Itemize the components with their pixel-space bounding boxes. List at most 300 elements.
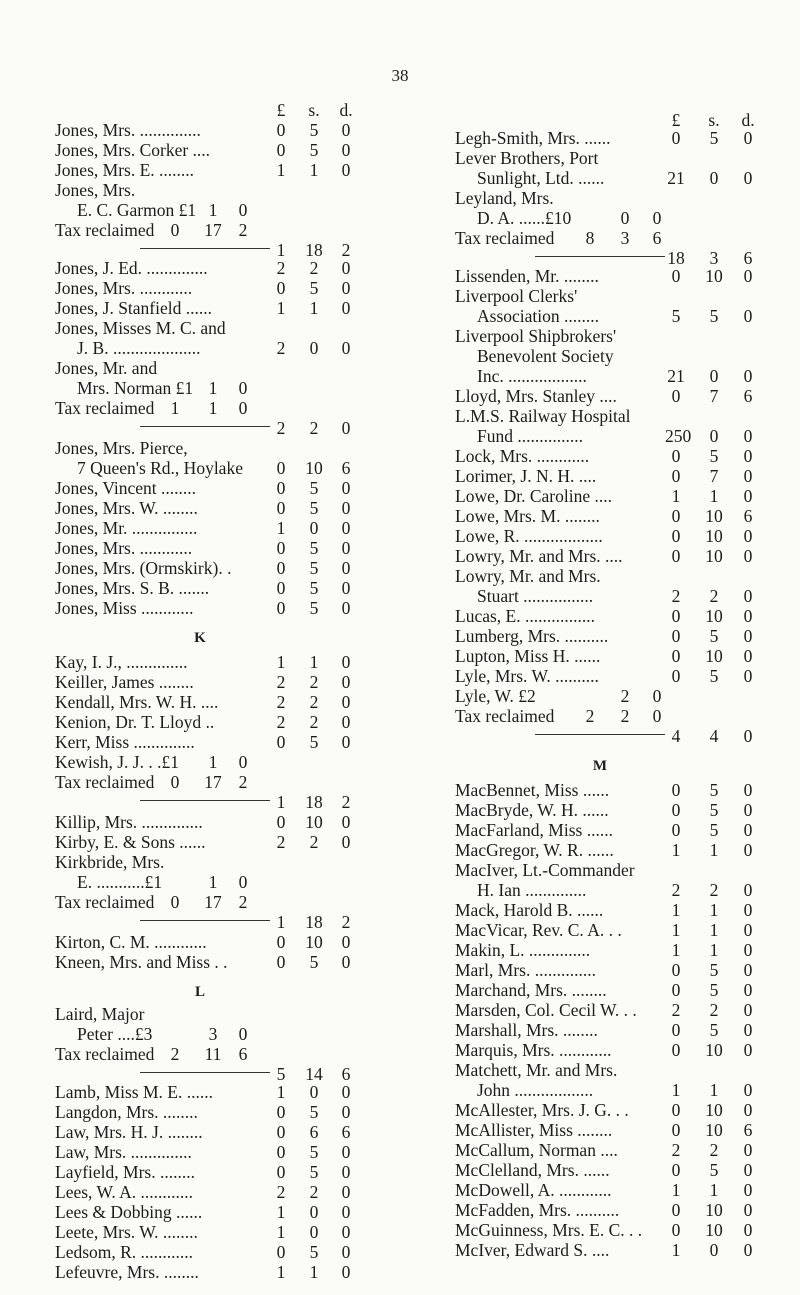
donor-name: MacVicar, Rev. C. A. . . <box>455 920 622 940</box>
amount-cell: 1 <box>709 486 719 506</box>
sub-amount-cell: 0 <box>238 200 248 220</box>
amount-cell: 0 <box>341 278 351 298</box>
amount-cell: 5 <box>309 140 319 160</box>
donor-name: Tax reclaimed <box>55 772 155 792</box>
amount-cell: 5 <box>309 478 319 498</box>
donor-name: Lissenden, Mr. ........ <box>455 266 599 286</box>
sub-amount-cell: 2 <box>238 772 248 792</box>
amount-cell: 0 <box>341 160 351 180</box>
donor-name: Tax reclaimed <box>55 220 155 240</box>
amount-cell: 0 <box>309 338 319 358</box>
amount-cell: 0 <box>671 386 681 406</box>
sub-amount-cell: 11 <box>204 1044 222 1064</box>
amount-cell: 0 <box>309 1222 319 1242</box>
donor-name: Jones, Mrs. (Ormskirk). . <box>55 558 232 578</box>
amount-cell: 7 <box>709 386 719 406</box>
amount-cell: 0 <box>743 626 753 646</box>
amount-cell: 2 <box>309 692 319 712</box>
amount-cell: 0 <box>671 800 681 820</box>
donor-name: Law, Mrs. .............. <box>55 1142 192 1162</box>
amount-cell: 5 <box>709 446 719 466</box>
amount-cell: 0 <box>341 1262 351 1282</box>
donor-name: MacIver, Lt.-Commander <box>455 860 635 880</box>
donor-name: Jones, Mrs. .............. <box>55 120 201 140</box>
donor-name: Makin, L. .............. <box>455 940 591 960</box>
amount-cell: 0 <box>276 558 286 578</box>
amount-cell: 1 <box>276 912 286 932</box>
sub-amount-cell: 0 <box>652 208 662 228</box>
amount-cell: 10 <box>705 506 723 526</box>
amount-cell: 2 <box>709 1140 719 1160</box>
amount-cell: 4 <box>671 726 681 746</box>
amount-cell: 5 <box>309 538 319 558</box>
sub-amount-cell: 0 <box>620 208 630 228</box>
amount-cell: 0 <box>341 672 351 692</box>
sub-amount-cell: 0 <box>652 706 662 726</box>
amount-cell: 0 <box>276 812 286 832</box>
amount-cell: 6 <box>341 1122 351 1142</box>
amount-cell: 0 <box>743 266 753 286</box>
amount-cell: 0 <box>341 1102 351 1122</box>
donor-name: Killip, Mrs. .............. <box>55 812 203 832</box>
donor-name: Jones, Mrs. Pierce, <box>55 438 188 458</box>
amount-cell: 0 <box>743 446 753 466</box>
amount-cell: 0 <box>341 298 351 318</box>
amount-cell: 1 <box>276 518 286 538</box>
amount-cell: 0 <box>743 980 753 1000</box>
amount-cell: 0 <box>743 486 753 506</box>
donor-name: Lees, W. A. ............ <box>55 1182 194 1202</box>
amount-cell: 0 <box>276 932 286 952</box>
donor-name: Jones, Mrs. ............ <box>55 538 193 558</box>
amount-cell: 0 <box>743 780 753 800</box>
amount-cell: 250 <box>665 426 692 446</box>
amount-cell: 0 <box>743 840 753 860</box>
amount-cell: 0 <box>671 1020 681 1040</box>
amount-cell: 0 <box>341 932 351 952</box>
amount-cell: 0 <box>709 1240 719 1260</box>
currency-header-cell: d. <box>339 100 353 120</box>
amount-cell: 10 <box>305 812 323 832</box>
sub-amount-cell: 1 <box>208 398 218 418</box>
amount-cell: 0 <box>743 1140 753 1160</box>
sub-amount-cell: 3 <box>620 228 630 248</box>
amount-cell: 5 <box>709 1160 719 1180</box>
amount-cell: 10 <box>705 606 723 626</box>
donor-name: Leete, Mrs. W. ........ <box>55 1222 198 1242</box>
amount-cell: 0 <box>309 518 319 538</box>
amount-cell: 2 <box>276 692 286 712</box>
amount-cell: 0 <box>709 168 719 188</box>
amount-cell: 10 <box>705 1040 723 1060</box>
amount-cell: 5 <box>709 666 719 686</box>
amount-cell: 1 <box>276 1262 286 1282</box>
amount-cell: 0 <box>276 1162 286 1182</box>
amount-cell: 6 <box>743 506 753 526</box>
amount-cell: 0 <box>671 646 681 666</box>
donor-name: Legh-Smith, Mrs. ...... <box>455 128 611 148</box>
amount-cell: 0 <box>671 1160 681 1180</box>
donor-name: Tax reclaimed <box>55 398 155 418</box>
amount-cell: 6 <box>341 1064 351 1084</box>
amount-cell: 2 <box>309 712 319 732</box>
sub-amount-cell: 2 <box>620 686 630 706</box>
amount-cell: 0 <box>276 578 286 598</box>
amount-cell: 1 <box>671 486 681 506</box>
amount-cell: 0 <box>671 1100 681 1120</box>
donor-name: Peter ....£3 <box>77 1024 153 1044</box>
amount-cell: 1 <box>709 900 719 920</box>
amount-cell: 5 <box>309 952 319 972</box>
amount-cell: 5 <box>309 1162 319 1182</box>
amount-cell: 5 <box>309 120 319 140</box>
amount-cell: 10 <box>705 1120 723 1140</box>
amount-cell: 21 <box>667 366 685 386</box>
donor-name: Kirkbride, Mrs. <box>55 852 165 872</box>
donor-name: Lupton, Miss H. ...... <box>455 646 601 666</box>
amount-cell: 5 <box>671 306 681 326</box>
amount-cell: 2 <box>276 712 286 732</box>
amount-cell: 0 <box>276 120 286 140</box>
amount-cell: 0 <box>743 366 753 386</box>
donor-name: Kneen, Mrs. and Miss . . <box>55 952 228 972</box>
donor-name: Jones, Mrs. S. B. ....... <box>55 578 210 598</box>
amount-cell: 0 <box>341 338 351 358</box>
donor-name: Matchett, Mr. and Mrs. <box>455 1060 618 1080</box>
subtotal-rule <box>535 256 665 257</box>
amount-cell: 0 <box>341 1182 351 1202</box>
page-number: 38 <box>391 66 409 85</box>
subtotal-rule <box>140 248 270 249</box>
amount-cell: 0 <box>671 980 681 1000</box>
amount-cell: 0 <box>341 518 351 538</box>
amount-cell: 1 <box>671 1080 681 1100</box>
amount-cell: 2 <box>309 832 319 852</box>
donor-name: Jones, Misses M. C. and <box>55 318 226 338</box>
amount-cell: 5 <box>276 1064 286 1084</box>
sub-amount-cell: 0 <box>238 752 248 772</box>
amount-cell: 0 <box>341 1162 351 1182</box>
amount-cell: 1 <box>276 240 286 260</box>
sub-amount-cell: 2 <box>620 706 630 726</box>
section-letter: K <box>194 630 206 646</box>
amount-cell: 1 <box>709 1180 719 1200</box>
section-letter: L <box>194 984 205 1000</box>
donor-name: Jones, J. Stanfield ...... <box>55 298 213 318</box>
donor-name: Keiller, James ........ <box>55 672 194 692</box>
donor-name: McClelland, Mrs. ...... <box>455 1160 610 1180</box>
amount-cell: 5 <box>709 626 719 646</box>
donor-name: McGuinness, Mrs. E. C. . . <box>455 1220 643 1240</box>
amount-cell: 0 <box>743 1020 753 1040</box>
amount-cell: 0 <box>743 800 753 820</box>
donor-name: Jones, Mrs. W. ........ <box>55 498 198 518</box>
donor-name: Lamb, Miss M. E. ...... <box>55 1082 213 1102</box>
amount-cell: 5 <box>309 732 319 752</box>
amount-cell: 2 <box>309 418 319 438</box>
donor-name: Lyle, Mrs. W. .......... <box>455 666 599 686</box>
amount-cell: 0 <box>341 478 351 498</box>
amount-cell: 10 <box>705 266 723 286</box>
donor-name: Lyle, W. £2 <box>455 686 536 706</box>
donor-name: Tax reclaimed <box>455 228 555 248</box>
amount-cell: 0 <box>341 1202 351 1222</box>
amount-cell: 0 <box>341 1142 351 1162</box>
donor-name: McAllister, Miss ........ <box>455 1120 613 1140</box>
donor-name: McCallum, Norman .... <box>455 1140 618 1160</box>
amount-cell: 2 <box>276 832 286 852</box>
donor-name: Marl, Mrs. .............. <box>455 960 596 980</box>
amount-cell: 0 <box>671 506 681 526</box>
donor-name: E. ...........£1 <box>77 872 163 892</box>
donor-name: MacBryde, W. H. ...... <box>455 800 609 820</box>
amount-cell: 0 <box>341 952 351 972</box>
amount-cell: 1 <box>671 900 681 920</box>
donor-name: Jones, J. Ed. .............. <box>55 258 208 278</box>
amount-cell: 0 <box>743 466 753 486</box>
amount-cell: 0 <box>671 626 681 646</box>
sub-amount-cell: 1 <box>208 752 218 772</box>
currency-header-cell: s. <box>308 100 320 120</box>
amount-cell: 0 <box>276 1102 286 1122</box>
donor-name: Jones, Mrs. Corker .... <box>55 140 211 160</box>
subtotal-rule <box>535 734 665 735</box>
amount-cell: 1 <box>709 840 719 860</box>
amount-cell: 0 <box>276 538 286 558</box>
amount-cell: 0 <box>276 498 286 518</box>
amount-cell: 0 <box>671 446 681 466</box>
sub-amount-cell: 0 <box>238 398 248 418</box>
amount-cell: 0 <box>341 1222 351 1242</box>
sub-amount-cell: 2 <box>238 220 248 240</box>
currency-header-cell: s. <box>708 110 720 130</box>
subtotal-rule <box>140 920 270 921</box>
amount-cell: 0 <box>276 732 286 752</box>
amount-cell: 10 <box>705 1100 723 1120</box>
amount-cell: 0 <box>309 1202 319 1222</box>
amount-cell: 0 <box>743 726 753 746</box>
donor-name: Jones, Mrs. E. ........ <box>55 160 195 180</box>
donor-name: Tax reclaimed <box>455 706 555 726</box>
amount-cell: 2 <box>309 258 319 278</box>
amount-cell: 1 <box>276 160 286 180</box>
amount-cell: 0 <box>671 820 681 840</box>
donor-name: Jones, Mrs. <box>55 180 136 200</box>
amount-cell: 1 <box>309 160 319 180</box>
tax-pounds-cell: 1 <box>170 398 180 418</box>
donor-name: Jones, Mrs. ............ <box>55 278 193 298</box>
donor-name: McFadden, Mrs. .......... <box>455 1200 620 1220</box>
amount-cell: 0 <box>341 812 351 832</box>
donor-name: Lowe, R. .................. <box>455 526 603 546</box>
amount-cell: 0 <box>276 140 286 160</box>
donor-name: Lowry, Mr. and Mrs. <box>455 566 601 586</box>
amount-cell: 1 <box>276 298 286 318</box>
currency-header-cell: £ <box>276 100 286 120</box>
donor-name: Lefeuvre, Mrs. ........ <box>55 1262 199 1282</box>
sub-amount-cell: 17 <box>204 772 222 792</box>
donor-name: Langdon, Mrs. ........ <box>55 1102 198 1122</box>
amount-cell: 0 <box>341 598 351 618</box>
amount-cell: 5 <box>309 1102 319 1122</box>
amount-cell: 10 <box>705 646 723 666</box>
amount-cell: 2 <box>276 672 286 692</box>
donor-name: Lowe, Dr. Caroline .... <box>455 486 612 506</box>
amount-cell: 1 <box>671 920 681 940</box>
amount-cell: 5 <box>309 1242 319 1262</box>
currency-header-cell: d. <box>741 110 755 130</box>
sub-amount-cell: 17 <box>204 220 222 240</box>
amount-cell: 0 <box>743 546 753 566</box>
donor-name: Tax reclaimed <box>55 1044 155 1064</box>
amount-cell: 1 <box>309 298 319 318</box>
amount-cell: 2 <box>341 912 351 932</box>
sub-amount-cell: 1 <box>208 872 218 892</box>
donor-name: Lumberg, Mrs. .......... <box>455 626 609 646</box>
amount-cell: 0 <box>341 558 351 578</box>
amount-cell: 0 <box>341 692 351 712</box>
amount-cell: 5 <box>709 980 719 1000</box>
amount-cell: 0 <box>743 900 753 920</box>
amount-cell: 0 <box>743 1080 753 1100</box>
amount-cell: 2 <box>309 1182 319 1202</box>
subtotal-rule <box>140 426 270 427</box>
amount-cell: 2 <box>709 1000 719 1020</box>
amount-cell: 0 <box>743 1200 753 1220</box>
amount-cell: 4 <box>709 726 719 746</box>
amount-cell: 0 <box>341 712 351 732</box>
amount-cell: 0 <box>341 140 351 160</box>
amount-cell: 1 <box>671 1180 681 1200</box>
sub-amount-cell: 0 <box>238 872 248 892</box>
amount-cell: 1 <box>709 920 719 940</box>
amount-cell: 2 <box>309 672 319 692</box>
donor-name: Sunlight, Ltd. ...... <box>477 168 605 188</box>
sub-amount-cell: 17 <box>204 892 222 912</box>
tax-pounds-cell: 0 <box>170 220 180 240</box>
amount-cell: 0 <box>671 466 681 486</box>
amount-cell: 0 <box>743 920 753 940</box>
amount-cell: 0 <box>743 666 753 686</box>
donor-name: Lloyd, Mrs. Stanley .... <box>455 386 617 406</box>
amount-cell: 0 <box>743 1220 753 1240</box>
tax-pounds-cell: 8 <box>585 228 595 248</box>
subtotal-rule <box>140 1072 270 1073</box>
amount-cell: 1 <box>276 1202 286 1222</box>
amount-cell: 2 <box>671 1000 681 1020</box>
amount-cell: 0 <box>276 1242 286 1262</box>
donor-name: Jones, Vincent ........ <box>55 478 197 498</box>
donor-name: Lucas, E. ................ <box>455 606 595 626</box>
donor-name: Kirton, C. M. ............ <box>55 932 207 952</box>
amount-cell: 10 <box>705 526 723 546</box>
amount-cell: 5 <box>709 306 719 326</box>
amount-cell: 0 <box>671 780 681 800</box>
amount-cell: 0 <box>341 120 351 140</box>
tax-pounds-cell: 0 <box>170 892 180 912</box>
amount-cell: 0 <box>309 1082 319 1102</box>
amount-cell: 3 <box>709 248 719 268</box>
sub-amount-cell: 0 <box>238 378 248 398</box>
donor-name: Stuart ................ <box>477 586 594 606</box>
amount-cell: 14 <box>305 1064 323 1084</box>
amount-cell: 0 <box>743 586 753 606</box>
donor-name: McIver, Edward S. .... <box>455 1240 610 1260</box>
amount-cell: 18 <box>305 792 323 812</box>
amount-cell: 2 <box>709 586 719 606</box>
amount-cell: 0 <box>743 1180 753 1200</box>
amount-cell: 6 <box>743 248 753 268</box>
amount-cell: 6 <box>341 458 351 478</box>
amount-cell: 6 <box>743 386 753 406</box>
amount-cell: 1 <box>309 652 319 672</box>
donor-name: McDowell, A. ............ <box>455 1180 612 1200</box>
donor-name: McAllester, Mrs. J. G. . . <box>455 1100 629 1120</box>
amount-cell: 0 <box>709 426 719 446</box>
amount-cell: 0 <box>743 168 753 188</box>
tax-pounds-cell: 2 <box>585 706 595 726</box>
donor-name: MacGregor, W. R. ...... <box>455 840 614 860</box>
amount-cell: 5 <box>709 820 719 840</box>
amount-cell: 0 <box>276 278 286 298</box>
amount-cell: 10 <box>305 932 323 952</box>
amount-cell: 1 <box>276 792 286 812</box>
tax-pounds-cell: 0 <box>170 772 180 792</box>
amount-cell: 2 <box>276 338 286 358</box>
amount-cell: 18 <box>305 240 323 260</box>
amount-cell: 0 <box>743 646 753 666</box>
amount-cell: 1 <box>276 1082 286 1102</box>
currency-header-cell: £ <box>671 110 681 130</box>
tax-pounds-cell: 2 <box>170 1044 180 1064</box>
amount-cell: 0 <box>671 1220 681 1240</box>
donor-name: Tax reclaimed <box>55 892 155 912</box>
donor-name: Liverpool Shipbrokers' <box>455 326 617 346</box>
donor-name: Kay, I. J., .............. <box>55 652 188 672</box>
amount-cell: 0 <box>671 1120 681 1140</box>
amount-cell: 0 <box>743 1160 753 1180</box>
amount-cell: 5 <box>709 960 719 980</box>
amount-cell: 10 <box>305 458 323 478</box>
sub-amount-cell: 1 <box>208 378 218 398</box>
amount-cell: 0 <box>341 578 351 598</box>
donor-name: L.M.S. Railway Hospital <box>455 406 631 426</box>
donor-name: Lock, Mrs. ............ <box>455 446 590 466</box>
amount-cell: 0 <box>671 666 681 686</box>
donor-name: Marquis, Mrs. ............ <box>455 1040 612 1060</box>
amount-cell: 0 <box>709 366 719 386</box>
amount-cell: 10 <box>705 1220 723 1240</box>
donor-name: Benevolent Society <box>477 346 614 366</box>
amount-cell: 1 <box>671 1240 681 1260</box>
amount-cell: 5 <box>709 780 719 800</box>
donor-name: E. C. Garmon £1 <box>77 200 197 220</box>
amount-cell: 1 <box>709 1080 719 1100</box>
donor-name: Ledsom, R. ............ <box>55 1242 194 1262</box>
donor-name: Laird, Major <box>55 1004 145 1024</box>
amount-cell: 5 <box>309 578 319 598</box>
amount-cell: 0 <box>276 458 286 478</box>
amount-cell: 0 <box>276 1122 286 1142</box>
donor-name: Fund ............... <box>477 426 583 446</box>
sub-amount-cell: 0 <box>652 686 662 706</box>
amount-cell: 0 <box>341 498 351 518</box>
amount-cell: 5 <box>309 558 319 578</box>
amount-cell: 0 <box>671 546 681 566</box>
amount-cell: 0 <box>671 1040 681 1060</box>
donor-name: Jones, Mr. and <box>55 358 158 378</box>
amount-cell: 0 <box>743 128 753 148</box>
